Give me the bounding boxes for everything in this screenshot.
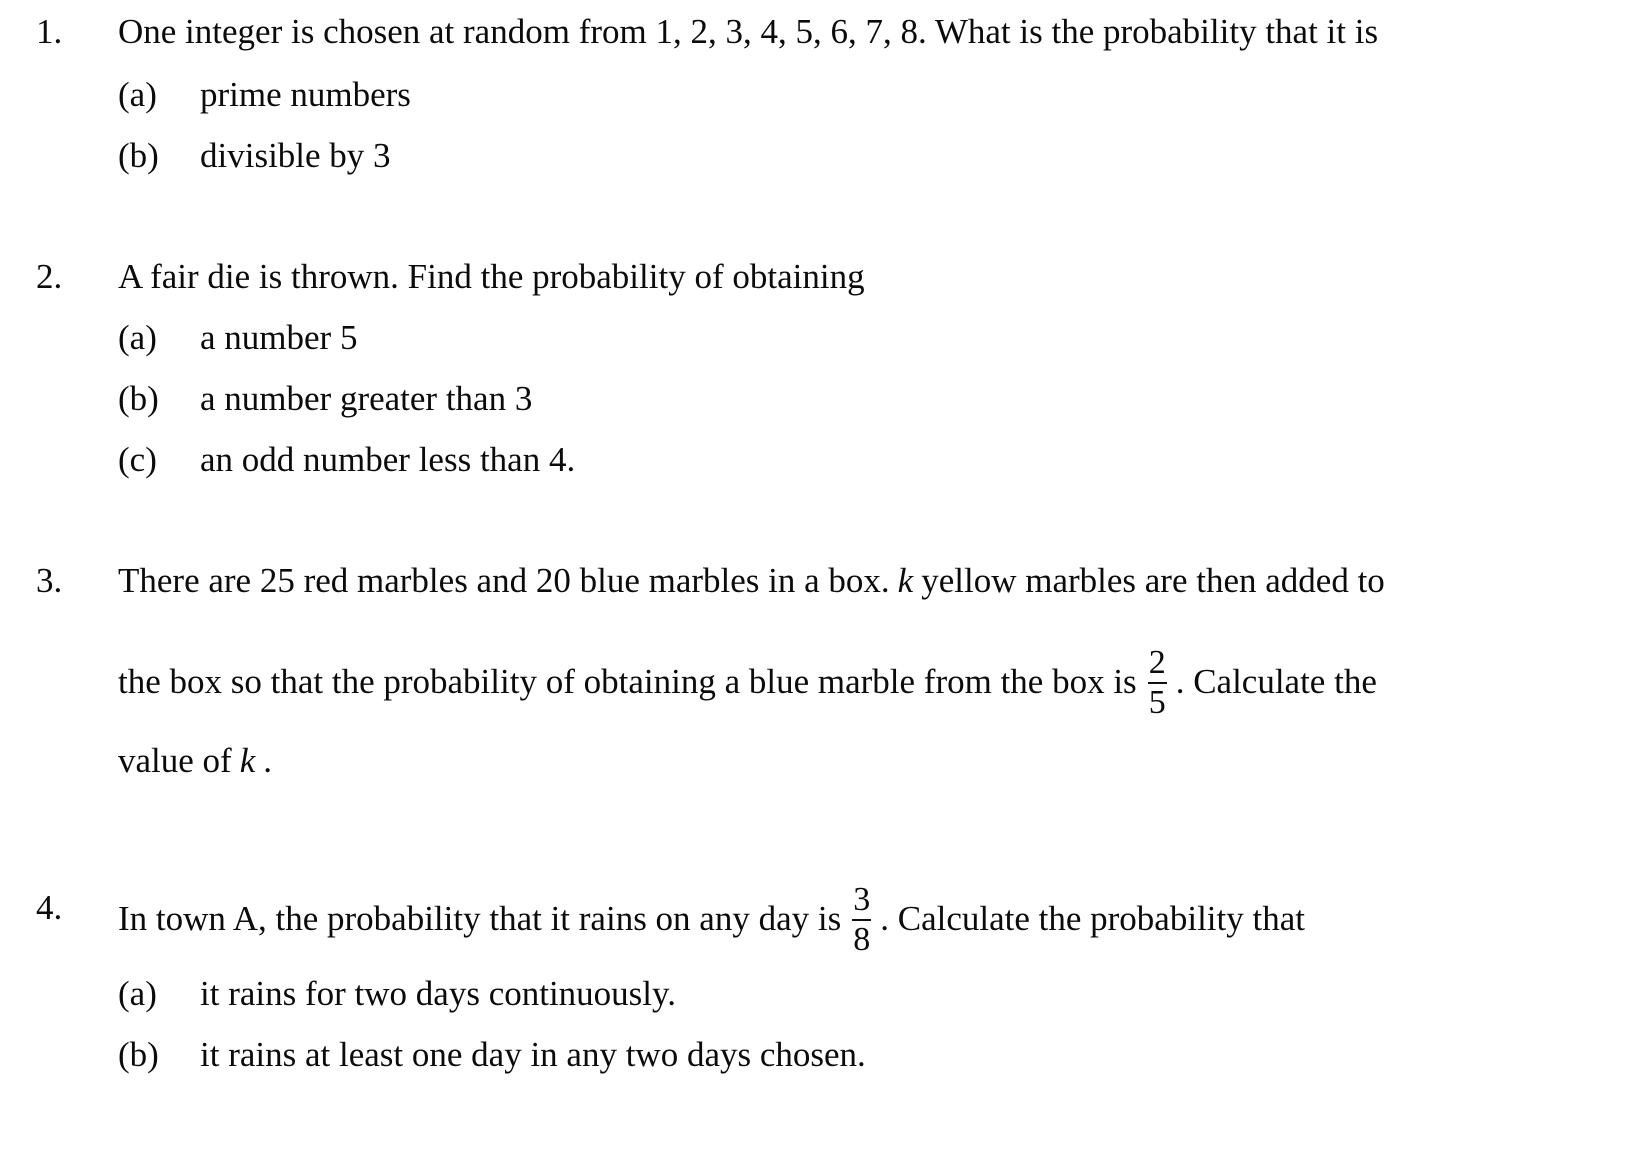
part-text: it rains for two days continuously. [200, 974, 677, 1013]
fraction-numerator: 3 [853, 881, 871, 918]
question-4-part-a [0, 970, 1645, 1018]
question-2-stem: A fair die is thrown. Find the probability of obtaining [118, 257, 865, 296]
question-3-line-3-after: . [263, 741, 272, 780]
variable-k: k [239, 741, 256, 780]
question-2 [0, 253, 1645, 301]
question-3-line-2-before: the box so that the probability of obtaining a blue marble from the box is [118, 662, 1137, 702]
part-label: (b) [118, 136, 159, 175]
question-4 [0, 881, 1645, 958]
part-label: (c) [118, 440, 157, 479]
question-3-line-1 [118, 557, 1385, 605]
question-3-line-1-tail: yellow marbles are then added to [921, 561, 1385, 600]
fraction-two-fifths [1146, 645, 1169, 721]
part-text: divisible by 3 [200, 136, 391, 175]
question-1-part-b [0, 132, 1645, 180]
fraction-denominator: 8 [853, 921, 871, 958]
fraction-denominator: 5 [1148, 684, 1166, 721]
question-2-part-b [0, 375, 1645, 423]
question-3-line-2 [118, 644, 1377, 723]
question-1-number: 1. [36, 12, 63, 51]
question-1 [0, 8, 1645, 56]
question-3-line-3 [118, 737, 272, 785]
question-3 [0, 557, 1645, 605]
question-1-stem: One integer is chosen at random from 1, 2, 3, 4, 5, 6, 7, 8. What is the probability that it is [118, 12, 1379, 51]
part-text: it rains at least one day in any two days chosen. [200, 1035, 866, 1074]
part-label: (b) [118, 1035, 159, 1074]
question-3-line-2-after: . Calculate the [1175, 662, 1377, 702]
variable-k: k [897, 561, 914, 600]
question-3-line-3-before: value of [118, 741, 232, 780]
question-1-part-a [0, 71, 1645, 119]
fraction-three-eighths [850, 882, 873, 958]
fraction-numerator: 2 [1148, 644, 1166, 681]
part-text: a number greater than 3 [200, 379, 533, 418]
question-3-line-1-text: There are 25 red marbles and 20 blue marbles in a box. [118, 561, 890, 600]
question-4-stem-after: . Calculate the probability that [880, 899, 1305, 939]
part-label: (a) [118, 974, 157, 1013]
question-4-stem-before: In town A, the probability that it rains on any day is [118, 899, 842, 939]
part-label: (a) [118, 75, 157, 114]
question-4-number: 4. [36, 888, 63, 927]
part-text: an odd number less than 4. [200, 440, 576, 479]
question-4-part-b [0, 1031, 1645, 1079]
part-label: (b) [118, 379, 159, 418]
question-2-part-c [0, 436, 1645, 484]
question-2-number: 2. [36, 257, 63, 296]
part-text: prime numbers [200, 75, 411, 114]
question-2-part-a [0, 314, 1645, 362]
question-4-stem [118, 881, 1305, 960]
part-label: (a) [118, 318, 157, 357]
question-3-number: 3. [36, 561, 63, 600]
part-text: a number 5 [200, 318, 358, 357]
